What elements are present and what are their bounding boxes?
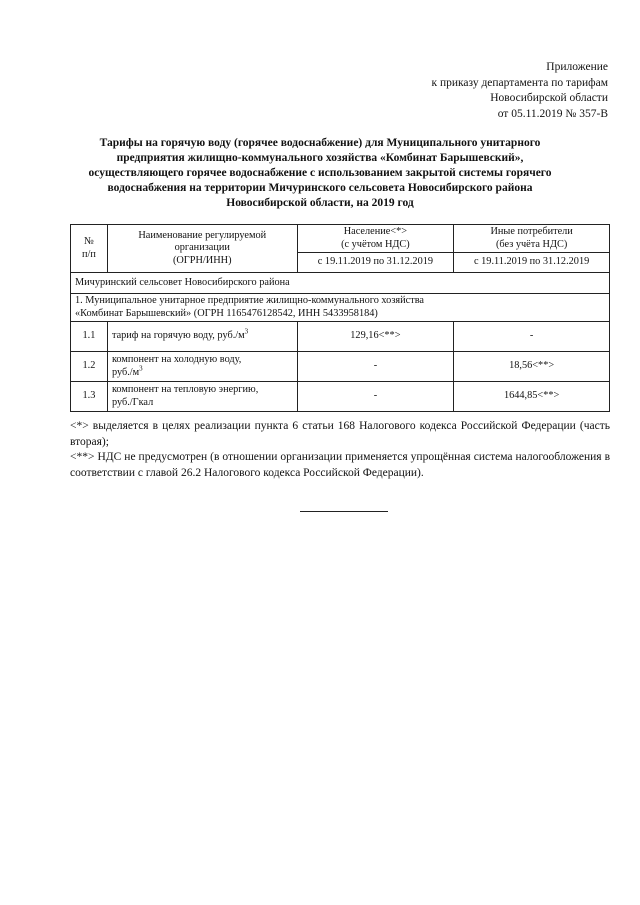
title-line: Новосибирской области, на 2019 год [226, 197, 414, 209]
appendix-line: от 05.11.2019 № 357-В [497, 107, 608, 120]
table-header-row [71, 225, 610, 253]
row-name: компонент на тепловую энергию, руб./Гкал [107, 382, 297, 412]
row-population-value: 129,16<**> [297, 322, 454, 352]
section-title: Мичуринский сельсовет Новосибирского района [71, 273, 610, 294]
table-row [71, 322, 610, 352]
row-name: компонент на холодную воду, $руб./м^3$ [107, 352, 297, 382]
header-other-consumers: Иные потребители (без учёта НДС) [454, 225, 610, 253]
row-number: 1.1 [71, 322, 108, 352]
footnote: <**> НДС не предусмотрен (в отношении организации применяется упрощённая система налогообложения в соответствии с главой 26.2 Налогового кодекса Российской Федерации). [70, 451, 610, 479]
document-title [66, 136, 574, 211]
row-name: тариф на горячую воду, $руб./м^3$ [107, 322, 297, 352]
appendix-line: Новосибирской области [490, 92, 608, 104]
table-section-row [71, 273, 610, 294]
title-line: осуществляющего горячее водоснабжение с использованием закрытой системы горячего [88, 167, 552, 179]
row-other-value: 18,56<**> [454, 352, 610, 382]
title-line: предприятия жилищно-коммунального хозяйства «Комбинат Барышевский», [116, 152, 524, 164]
title-line: Тарифы на горячую воду (горячее водоснабжение) для Муниципального унитарного [99, 137, 541, 149]
row-number: 1.2 [71, 352, 108, 382]
row-number: 1.3 [71, 382, 108, 412]
closing-divider [300, 511, 388, 512]
title-line: водоснабжения на территории Мичуринского сельсовета Новосибирского района [107, 182, 533, 194]
appendix-header [431, 60, 608, 122]
header-population: Население<*> (с учётом НДС) [297, 225, 454, 253]
header-other-period: с 19.11.2019 по 31.12.2019 [454, 253, 610, 273]
organization-name: 1. Муниципальное унитарное предприятие жилищно-коммунального хозяйства «Комбинат Барышевский» (ОГРН 1165476128542, ИНН 5433958184) [71, 294, 610, 322]
appendix-line: Приложение [546, 61, 608, 73]
header-organization: Наименование регулируемой организации (ОГРН/ИНН) [107, 225, 297, 273]
row-population-value: - [297, 382, 454, 412]
table-row [71, 352, 610, 382]
footnote: <*> выделяется в целях реализации пункта 6 статьи 168 Налогового кодекса Российской Федерации (часть вторая); [70, 420, 610, 448]
row-other-value: - [454, 322, 610, 352]
table-row [71, 382, 610, 412]
row-other-value: 1644,85<**> [454, 382, 610, 412]
tariffs-table [70, 224, 610, 412]
appendix-line: к приказу департамента по тарифам [431, 76, 608, 89]
row-population-value: - [297, 352, 454, 382]
header-number: № п/п [71, 225, 108, 273]
header-population-period: с 19.11.2019 по 31.12.2019 [297, 253, 454, 273]
table-organization-row [71, 294, 610, 322]
footnotes [70, 419, 610, 481]
